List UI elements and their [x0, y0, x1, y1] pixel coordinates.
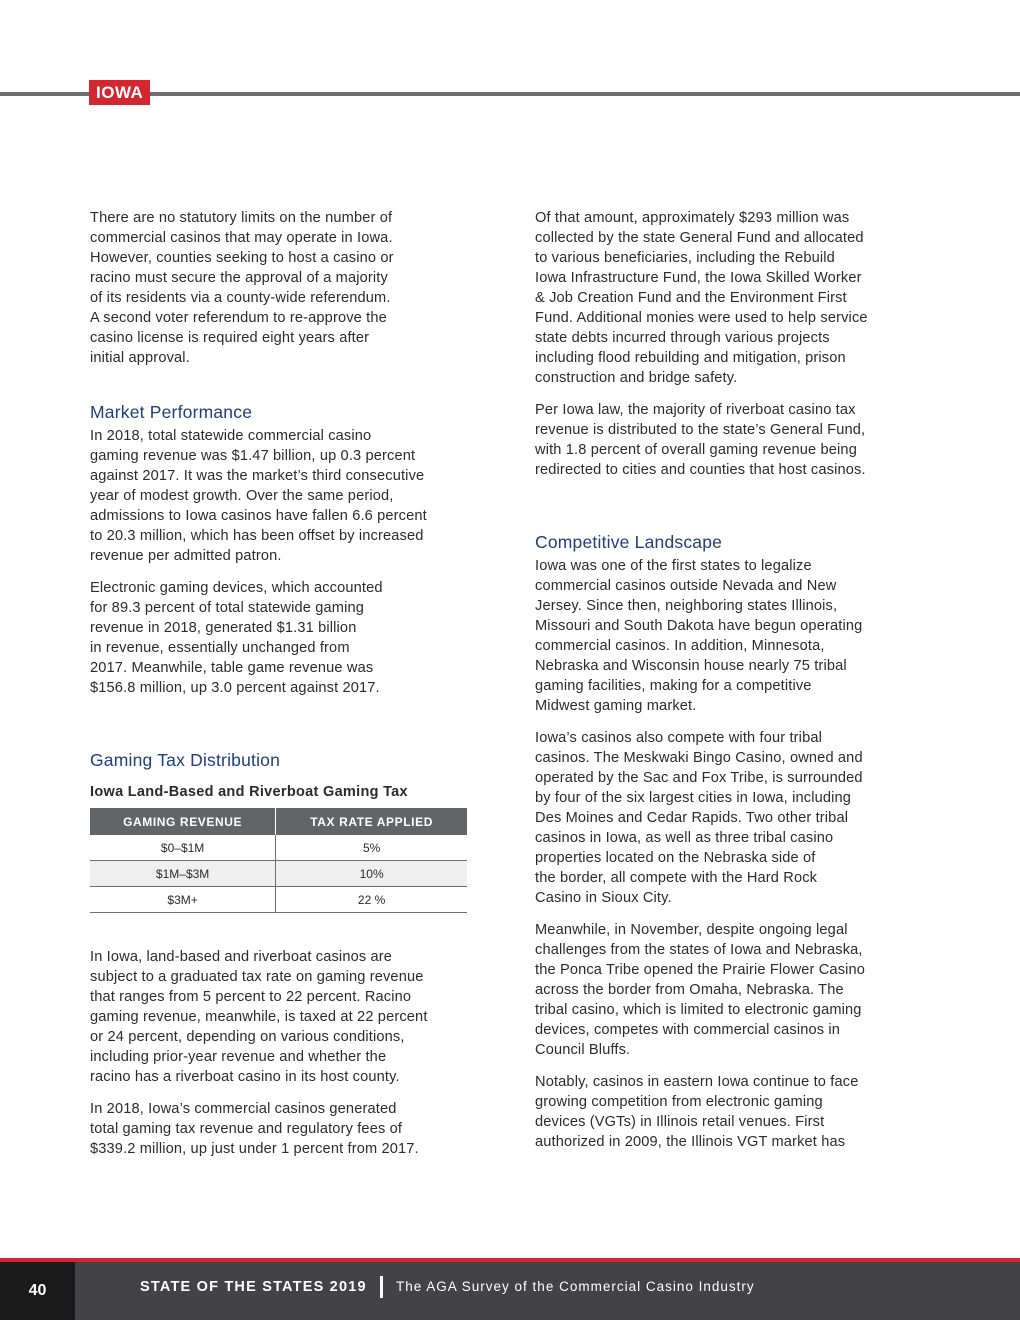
- market-paragraph-2: Electronic gaming devices, which accounted for 89.3 percent of total statewide gaming revenue in 2018, generated $1.31 billion in revenue, essentially unchanged from 2017. Meanwhile, table game revenue was $156.8 million, up 3.0 percent against 2017.: [90, 580, 383, 696]
- gaming-tax-heading: Gaming Tax Distribution: [90, 750, 281, 770]
- tax-table-header-row: [90, 808, 467, 835]
- competitive-paragraph-1: Iowa was one of the first states to legalize commercial casinos outside Nevada and New Jersey. Since then, neighboring states Illinois, Missouri and South Dakota have begun operating commercial casinos. In addition, Minnesota, Nebraska and Wisconsin house nearly 75 tribal gaming facilities, making for a competitive Midwest gaming market.: [535, 558, 863, 714]
- competitive-paragraph-2: Iowa’s casinos also compete with four tribal casinos. The Meskwaki Bingo Casino, owned and operated by the Sac and Fox Tribe, is surrounded by four of the six largest cities in Iowa, including Des Moines and Cedar Rapids. Two other tribal casinos in Iowa, as well as three tribal casino properties located on the Nebraska side of the border, all compete with the Hard Rock Casino in Sioux City.: [535, 730, 863, 906]
- iowa-law-paragraph: Per Iowa law, the majority of riverboat casino tax revenue is distributed to the state’s General Fund, with 1.8 percent of overall gaming revenue being redirected to cities and counties that host casinos.: [535, 402, 866, 478]
- market-paragraph-1: In 2018, total statewide commercial casino gaming revenue was $1.47 billion, up 0.3 percent against 2017. It was the market’s third consecutive year of modest growth. Over the same period, admissions to Iowa casinos have fallen 6.6 percent to 20.3 million, which has been offset by increased revenue per admitted patron.: [90, 428, 427, 564]
- tax-table-title: Iowa Land-Based and Riverboat Gaming Tax: [90, 784, 408, 800]
- revenue-cell: $0–$1M: [90, 835, 276, 861]
- tax-paragraph-2: In 2018, Iowa’s commercial casinos generated total gaming tax revenue and regulatory fees of $339.2 million, up just under 1 percent from 2017.: [90, 1101, 419, 1157]
- rate-cell: 10%: [276, 861, 467, 887]
- intro-paragraph: There are no statutory limits on the number of commercial casinos that may operate in Iowa. However, counties seeking to host a casino or racino must secure the approval of a majority of its residents via a county-wide referendum. A second voter referendum to re-approve the casino license is required eight years after initial approval.: [90, 210, 394, 366]
- rate-cell: 22 %: [276, 887, 467, 913]
- header-rule: [0, 92, 1020, 96]
- rate-cell: 5%: [276, 835, 467, 861]
- publication-subtitle: The AGA Survey of the Commercial Casino Industry: [396, 1279, 755, 1294]
- state-label: IOWA: [89, 80, 150, 105]
- tax-table: [90, 808, 467, 913]
- table-row: [90, 887, 467, 913]
- footer-divider: [380, 1276, 383, 1298]
- right-column: [535, 208, 935, 1164]
- revenue-cell: $3M+: [90, 887, 276, 913]
- fund-allocation-paragraph: Of that amount, approximately $293 million was collected by the state General Fund and allocated to various beneficiaries, including the Rebuild Iowa Infrastructure Fund, the Iowa Skilled Worker & Job Creation Fund and the Environment First Fund. Additional monies were used to help service state debts incurred through various projects including flood rebuilding and mitigation, prison construction and bridge safety.: [535, 210, 868, 386]
- left-column: [90, 208, 490, 1171]
- competitive-paragraph-3: Meanwhile, in November, despite ongoing legal challenges from the states of Iowa and Nebraska, the Ponca Tribe opened the Prairie Flower Casino across the border from Omaha, Nebraska. The tribal casino, which is limited to electronic gaming devices, competes with commercial casinos in Council Bluffs.: [535, 922, 866, 1058]
- column-header-gaming-revenue: GAMING REVENUE: [90, 808, 276, 835]
- market-performance-heading: Market Performance: [90, 402, 253, 422]
- publication-title: STATE OF THE STATES 2019: [140, 1279, 367, 1295]
- table-row: [90, 861, 467, 887]
- table-row: [90, 835, 467, 861]
- page-number: 40: [0, 1262, 75, 1320]
- competitive-paragraph-4: Notably, casinos in eastern Iowa continue to face growing competition from electronic gaming devices (VGTs) in Illinois retail venues. First authorized in 2009, the Illinois VGT market has: [535, 1074, 859, 1150]
- column-header-tax-rate: TAX RATE APPLIED: [276, 808, 467, 835]
- competitive-landscape-heading: Competitive Landscape: [535, 532, 723, 552]
- revenue-cell: $1M–$3M: [90, 861, 276, 887]
- tax-paragraph-1: In Iowa, land-based and riverboat casinos are subject to a graduated tax rate on gaming revenue that ranges from 5 percent to 22 percent. Racino gaming revenue, meanwhile, is taxed at 22 percent or 24 percent, depending on various conditions, including prior-year revenue and whether the racino has a riverboat casino in its host county.: [90, 949, 428, 1085]
